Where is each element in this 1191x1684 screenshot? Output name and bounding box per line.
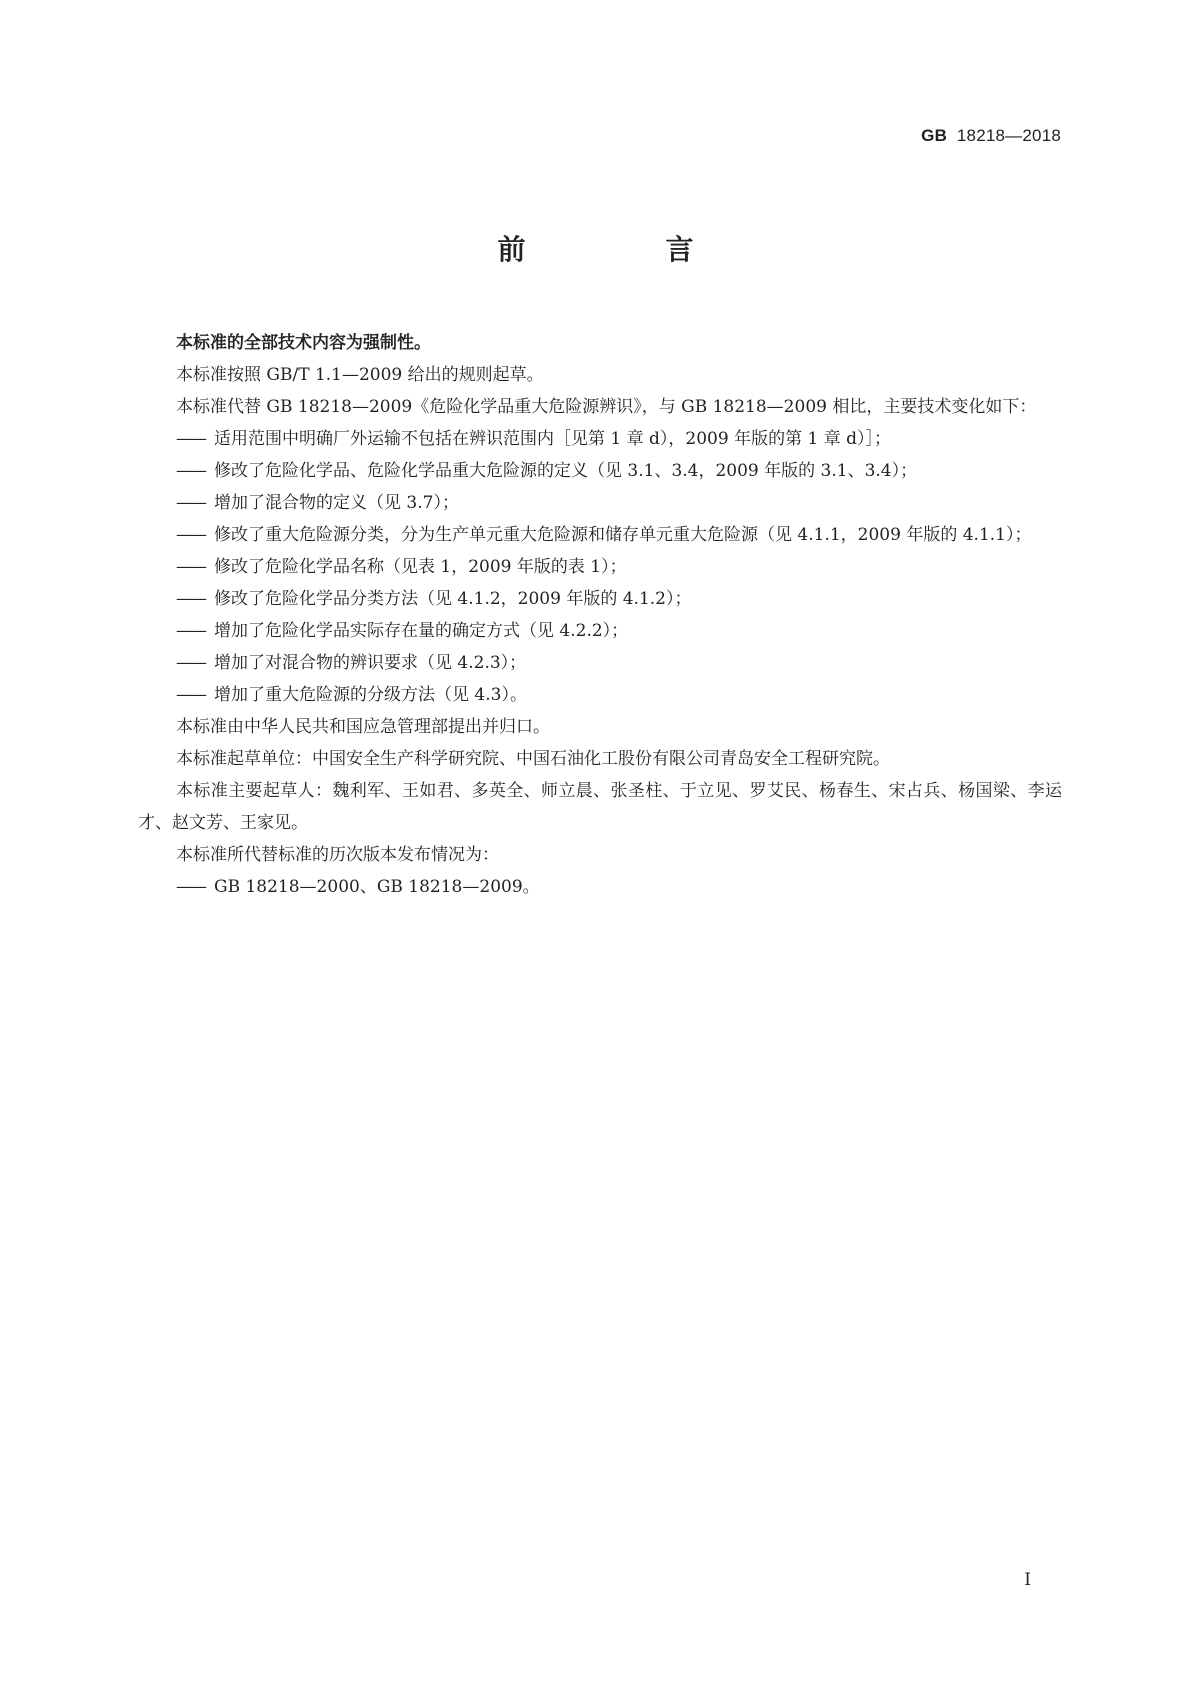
proposer-paragraph: 本标准由中华人民共和国应急管理部提出并归口。: [176, 717, 550, 737]
change-item: —— 增加了对混合物的辨识要求（见 4.2.3）；: [138, 647, 1062, 679]
page-title: 前 言: [497, 233, 750, 266]
drafters-paragraph: 本标准主要起草人：魏利军、王如君、多英全、师立晨、张圣柱、于立见、罗艾民、杨春生、宋占兵、杨国梁、李运才、赵文芳、王家见。: [138, 781, 1062, 833]
history-list: [138, 871, 1062, 903]
drafting-units-paragraph: 本标准起草单位：中国安全生产科学研究院、中国石油化工股份有限公司青岛安全工程研究院。: [176, 749, 890, 769]
standard-code: 18218—2018: [956, 126, 1061, 145]
change-item: —— 修改了危险化学品分类方法（见 4.1.2，2009 年版的 4.1.2）；: [138, 583, 1062, 615]
change-item: —— 适用范围中明确厂外运输不包括在辨识范围内［见第 1 章 d），2009 年版的第 1 章 d）］；: [138, 423, 1062, 455]
change-item: —— 修改了危险化学品名称（见表 1，2009 年版的表 1）；: [138, 551, 1062, 583]
drafting-rules-paragraph: 本标准按照 GB/T 1.1—2009 给出的规则起草。: [176, 365, 544, 385]
page-number: I: [1024, 1570, 1031, 1590]
change-item: —— 修改了危险化学品、危险化学品重大危险源的定义（见 3.1、3.4，2009 年版的 3.1、3.4）；: [138, 455, 1062, 487]
change-item: —— 增加了危险化学品实际存在量的确定方式（见 4.2.2）；: [138, 615, 1062, 647]
change-item: —— 增加了混合物的定义（见 3.7）；: [138, 487, 1062, 519]
history-intro-paragraph: 本标准所代替标准的历次版本发布情况为：: [176, 845, 499, 865]
changes-list: [138, 423, 1062, 711]
mandatory-statement: 本标准的全部技术内容为强制性。: [176, 333, 431, 353]
change-item: —— 修改了重大危险源分类，分为生产单元重大危险源和储存单元重大危险源（见 4.1.1，2009 年版的 4.1.1）；: [138, 519, 1062, 551]
foreword-body: [138, 327, 1062, 903]
standard-prefix: GB: [921, 126, 948, 145]
history-item: —— GB 18218—2000、GB 18218—2009。: [138, 871, 1062, 903]
standard-number: [921, 126, 1061, 146]
change-item: —— 增加了重大危险源的分级方法（见 4.3）。: [138, 679, 1062, 711]
replacement-paragraph: 本标准代替 GB 18218—2009《危险化学品重大危险源辨识》，与 GB 18218—2009 相比，主要技术变化如下：: [176, 397, 1037, 417]
